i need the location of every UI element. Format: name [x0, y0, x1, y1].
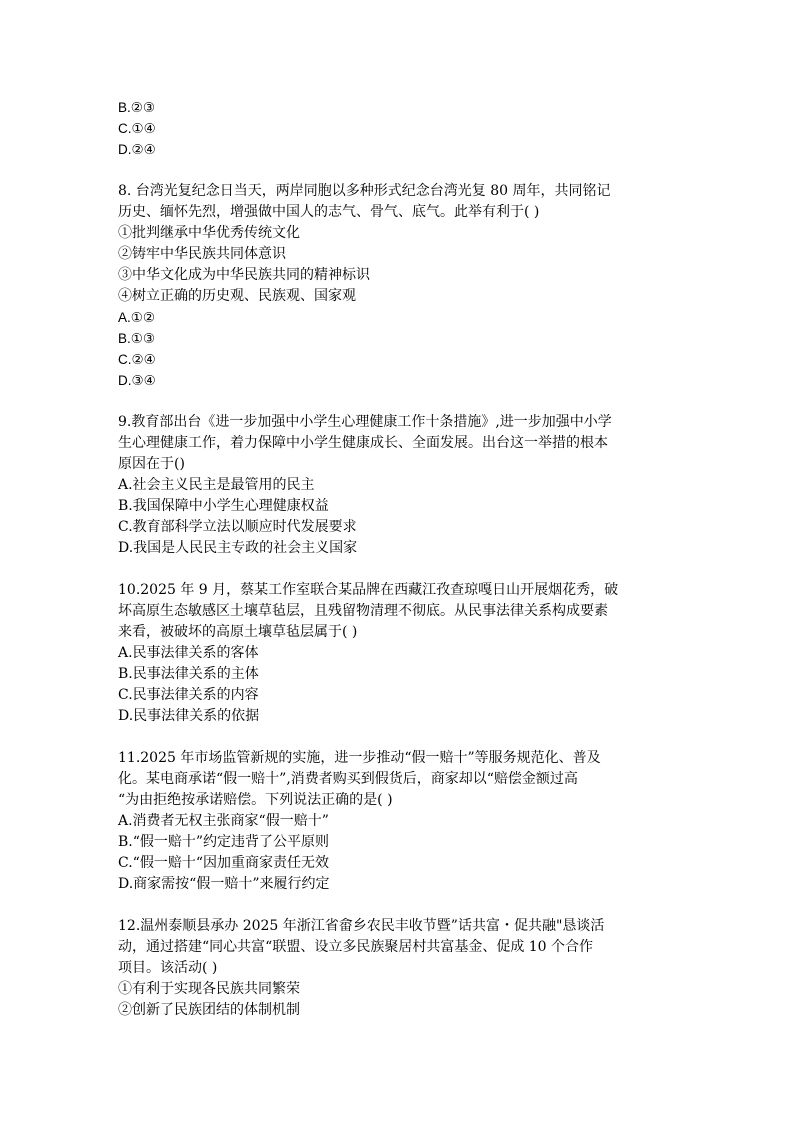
option-a: A.①②	[118, 310, 155, 325]
statement-item: ②创新了民族团结的体制机制	[118, 1002, 300, 1018]
question-stem-line: 动，通过搭建“同心共富“联盟、设立多民族聚居村共富基金、促成 10 个合作	[118, 939, 594, 955]
option-d: D.②④	[118, 142, 156, 157]
option-c: C.①④	[118, 121, 156, 136]
question-stem-line: 10.2025 年 9 月，蔡某工作室联合某品牌在西藏江孜查琼嘎日山开展烟花秀，破	[118, 582, 619, 598]
statement-item: ④树立正确的历史观、民族观、国家观	[118, 288, 356, 304]
previous-question-options	[118, 97, 678, 160]
option-b: B.①③	[118, 331, 155, 346]
option-a: A.民事法律关系的客体	[118, 645, 259, 661]
option-b: B.我国保障中小学生心理健康权益	[118, 498, 329, 514]
question-11	[118, 748, 678, 895]
question-stem-line: 历史、缅怀先烈，增强做中国人的志气、骨气、底气。此举有利于( )	[118, 204, 540, 220]
option-d: D.③④	[118, 373, 156, 388]
question-stem-line: “为由拒绝按承诺赔偿。下列说法正确的是( )	[118, 792, 393, 808]
question-stem-line: 来看，被破坏的高原土壤草毡层属于( )	[118, 624, 358, 640]
question-stem-line: 9.教育部出台《进一步加强中小学生心理健康工作十条措施》,进一步加强中小学	[118, 414, 612, 430]
option-c: C.教育部科学立法以顺应时代发展要求	[118, 519, 357, 535]
question-stem-line: 坏高原生态敏感区土壤草毡层，且残留物清理不彻底。从民事法律关系构成要素	[118, 603, 608, 619]
statement-item: ③中华文化成为中华民族共同的精神标识	[118, 267, 370, 283]
option-a: A.消费者无权主张商家“假一赔十”	[118, 813, 329, 829]
option-c: C.“假一赔十“因加重商家责任无效	[118, 855, 329, 871]
option-d: D.我国是人民民主专政的社会主义国家	[118, 540, 358, 556]
question-10	[118, 580, 678, 727]
question-12	[118, 916, 678, 1021]
option-b: B.“假一赔十”约定违背了公平原则	[118, 834, 330, 850]
question-stem-line: 11.2025 年市场监管新规的实施，进一步推动“假一赔十”等服务规范化、普及	[118, 750, 601, 766]
option-c: C.民事法律关系的内容	[118, 687, 259, 703]
option-c: C.②④	[118, 352, 156, 367]
question-9	[118, 412, 678, 559]
question-stem-line: 原因在于()	[118, 456, 185, 472]
statement-item: ②铸牢中华民族共同体意识	[118, 246, 286, 262]
statement-item: ①有利于实现各民族共同繁荣	[118, 981, 300, 997]
statement-item: ①批判继承中华优秀传统文化	[118, 225, 300, 241]
option-d: D.民事法律关系的依据	[118, 708, 260, 724]
option-a: A.社会主义民主是最管用的民主	[118, 477, 315, 493]
question-stem-line: 12.温州泰顺县承办 2025 年浙江省畲乡农民丰收节暨”话共富・促共融"恳谈活	[118, 918, 605, 934]
question-stem-line: 8. 台湾光复纪念日当天，两岸同胞以多种形式纪念台湾光复 80 周年，共同铭记	[118, 183, 611, 199]
question-stem-line: 化。某电商承诺“假一赔十”,消费者购买到假货后，商家却以“赔偿金额过高	[118, 771, 578, 787]
option-b: B.民事法律关系的主体	[118, 666, 259, 682]
option-b: B.②③	[118, 100, 155, 115]
option-d: D.商家需按“假一赔十”来履行约定	[118, 876, 330, 892]
question-stem-line: 项目。该活动( )	[118, 960, 218, 976]
question-8	[118, 181, 678, 391]
question-stem-line: 生心理健康工作，着力保障中小学生健康成长、全面发展。出台这一举措的根本	[118, 435, 608, 451]
document-page	[118, 97, 678, 1021]
